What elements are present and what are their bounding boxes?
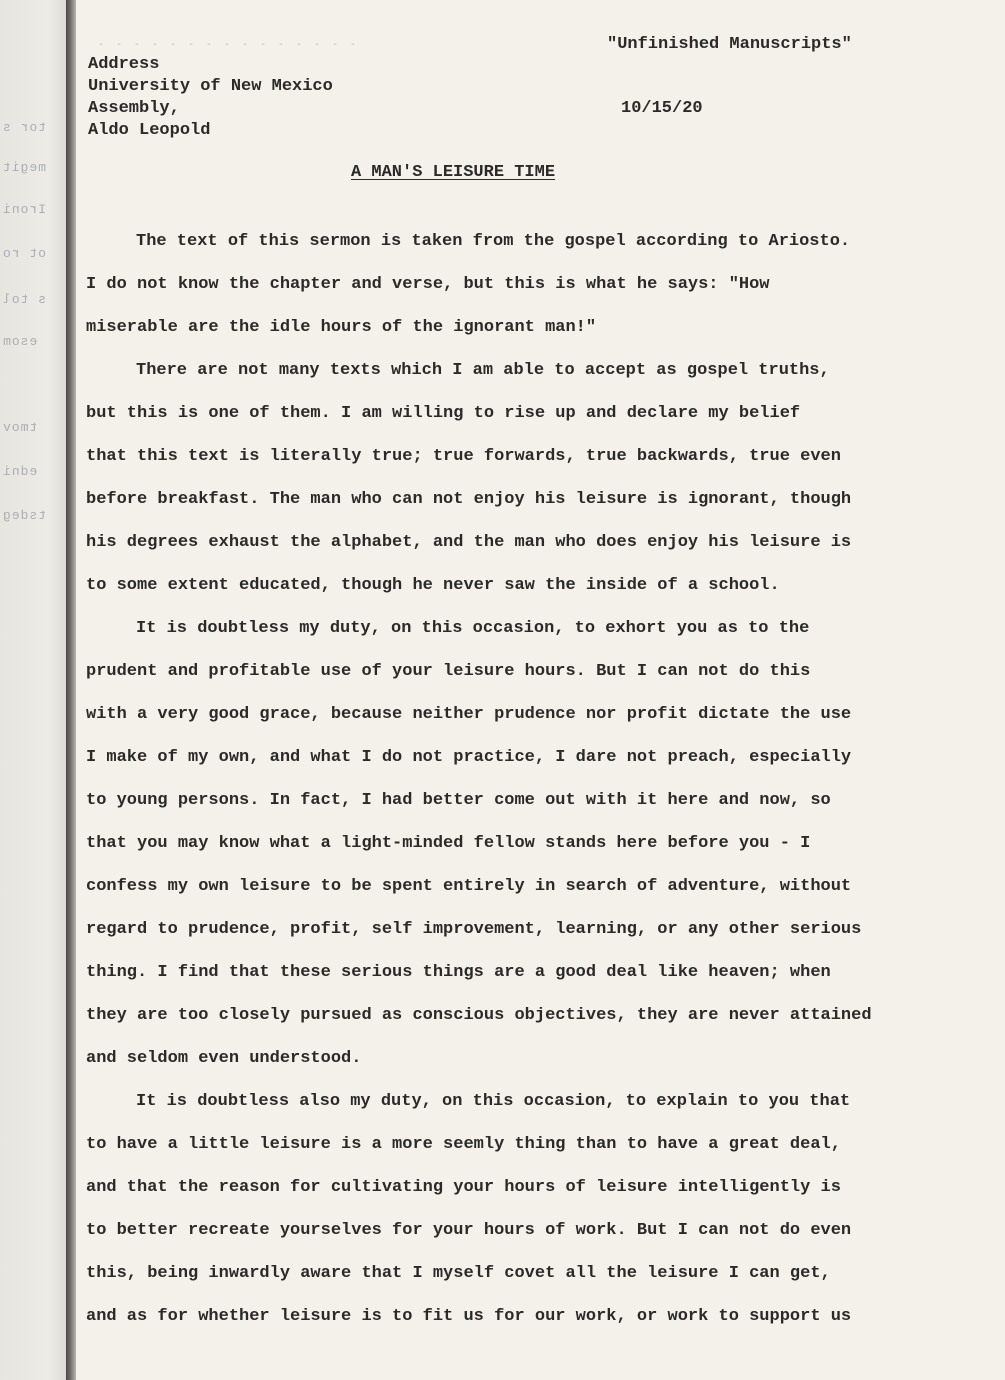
underlying-page: [0, 0, 70, 1380]
text-line: this, being inwardly aware that I myself covet all the leisure I can get,: [86, 1264, 831, 1283]
text-line: to young persons. In fact, I had better come out with it here and now, so: [86, 791, 831, 810]
address-block: [88, 54, 333, 142]
underlying-text: esom: [2, 334, 38, 349]
text-line: and as for whether leisure is to fit us for our work, or work to support us: [86, 1307, 852, 1326]
faint-dashes: - - - - - - - - - - - - - - -: [98, 40, 360, 51]
text-line: they are too closely pursued as conscious objectives, they are never attained: [86, 1006, 872, 1025]
underlying-text: Ironi: [2, 202, 47, 217]
text-line: There are not many texts which I am able to accept as gospel truths,: [136, 361, 830, 380]
document-body: [86, 227, 906, 1345]
text-line: I do not know the chapter and verse, but this is what he says: "How: [86, 275, 770, 294]
text-line: with a very good grace, because neither prudence nor profit dictate the use: [86, 705, 852, 724]
text-line: that this text is literally true; true forwards, true backwards, true even: [86, 447, 841, 466]
text-line: It is doubtless my duty, on this occasion, to exhort you as to the: [136, 619, 810, 638]
text-line: but this is one of them. I am willing to rise up and declare my belief: [86, 404, 801, 423]
text-line: and that the reason for cultivating your hours of leisure intelligently is: [86, 1178, 841, 1197]
underlying-text: s tol: [2, 292, 47, 307]
address-line: Assembly,: [88, 99, 180, 118]
address-line: Address: [88, 55, 160, 74]
underlying-text: megit: [2, 160, 47, 175]
underlying-text: tmov: [2, 420, 38, 435]
document-title: A MAN'S LEISURE TIME: [351, 163, 556, 182]
underlying-text: ot ro: [2, 246, 47, 261]
underlying-text: tor s: [2, 120, 47, 135]
author-name: Aldo Leopold: [88, 121, 211, 140]
page-edge-shadow: [66, 0, 76, 1380]
collection-label: "Unfinished Manuscripts": [607, 35, 852, 54]
text-line: The text of this sermon is taken from the gospel according to Ariosto.: [136, 232, 851, 251]
document-date: 10/15/20: [621, 99, 703, 118]
text-line: to some extent educated, though he never saw the inside of a school.: [86, 576, 780, 595]
text-line: I make of my own, and what I do not practice, I dare not preach, especially: [86, 748, 852, 767]
address-line: University of New Mexico: [88, 77, 333, 96]
text-line: and seldom even understood.: [86, 1049, 362, 1068]
text-line: prudent and profitable use of your leisure hours. But I can not do this: [86, 662, 811, 681]
text-line: before breakfast. The man who can not enjoy his leisure is ignorant, though: [86, 490, 852, 509]
text-line: to better recreate yourselves for your hours of work. But I can not do even: [86, 1221, 852, 1240]
underlying-text: edni: [2, 464, 38, 479]
text-line: It is doubtless also my duty, on this occasion, to explain to you that: [136, 1092, 851, 1111]
text-line: miserable are the idle hours of the ignorant man!": [86, 318, 597, 337]
text-line: his degrees exhaust the alphabet, and the man who does enjoy his leisure is: [86, 533, 852, 552]
text-line: thing. I find that these serious things are a good deal like heaven; when: [86, 963, 831, 982]
underlying-text: tsdeg: [2, 508, 47, 523]
text-line: to have a little leisure is a more seemly thing than to have a great deal,: [86, 1135, 841, 1154]
text-line: confess my own leisure to be spent entirely in search of adventure, without: [86, 877, 852, 896]
text-line: that you may know what a light-minded fellow stands here before you - I: [86, 834, 811, 853]
text-line: regard to prudence, profit, self improvement, learning, or any other serious: [86, 920, 862, 939]
